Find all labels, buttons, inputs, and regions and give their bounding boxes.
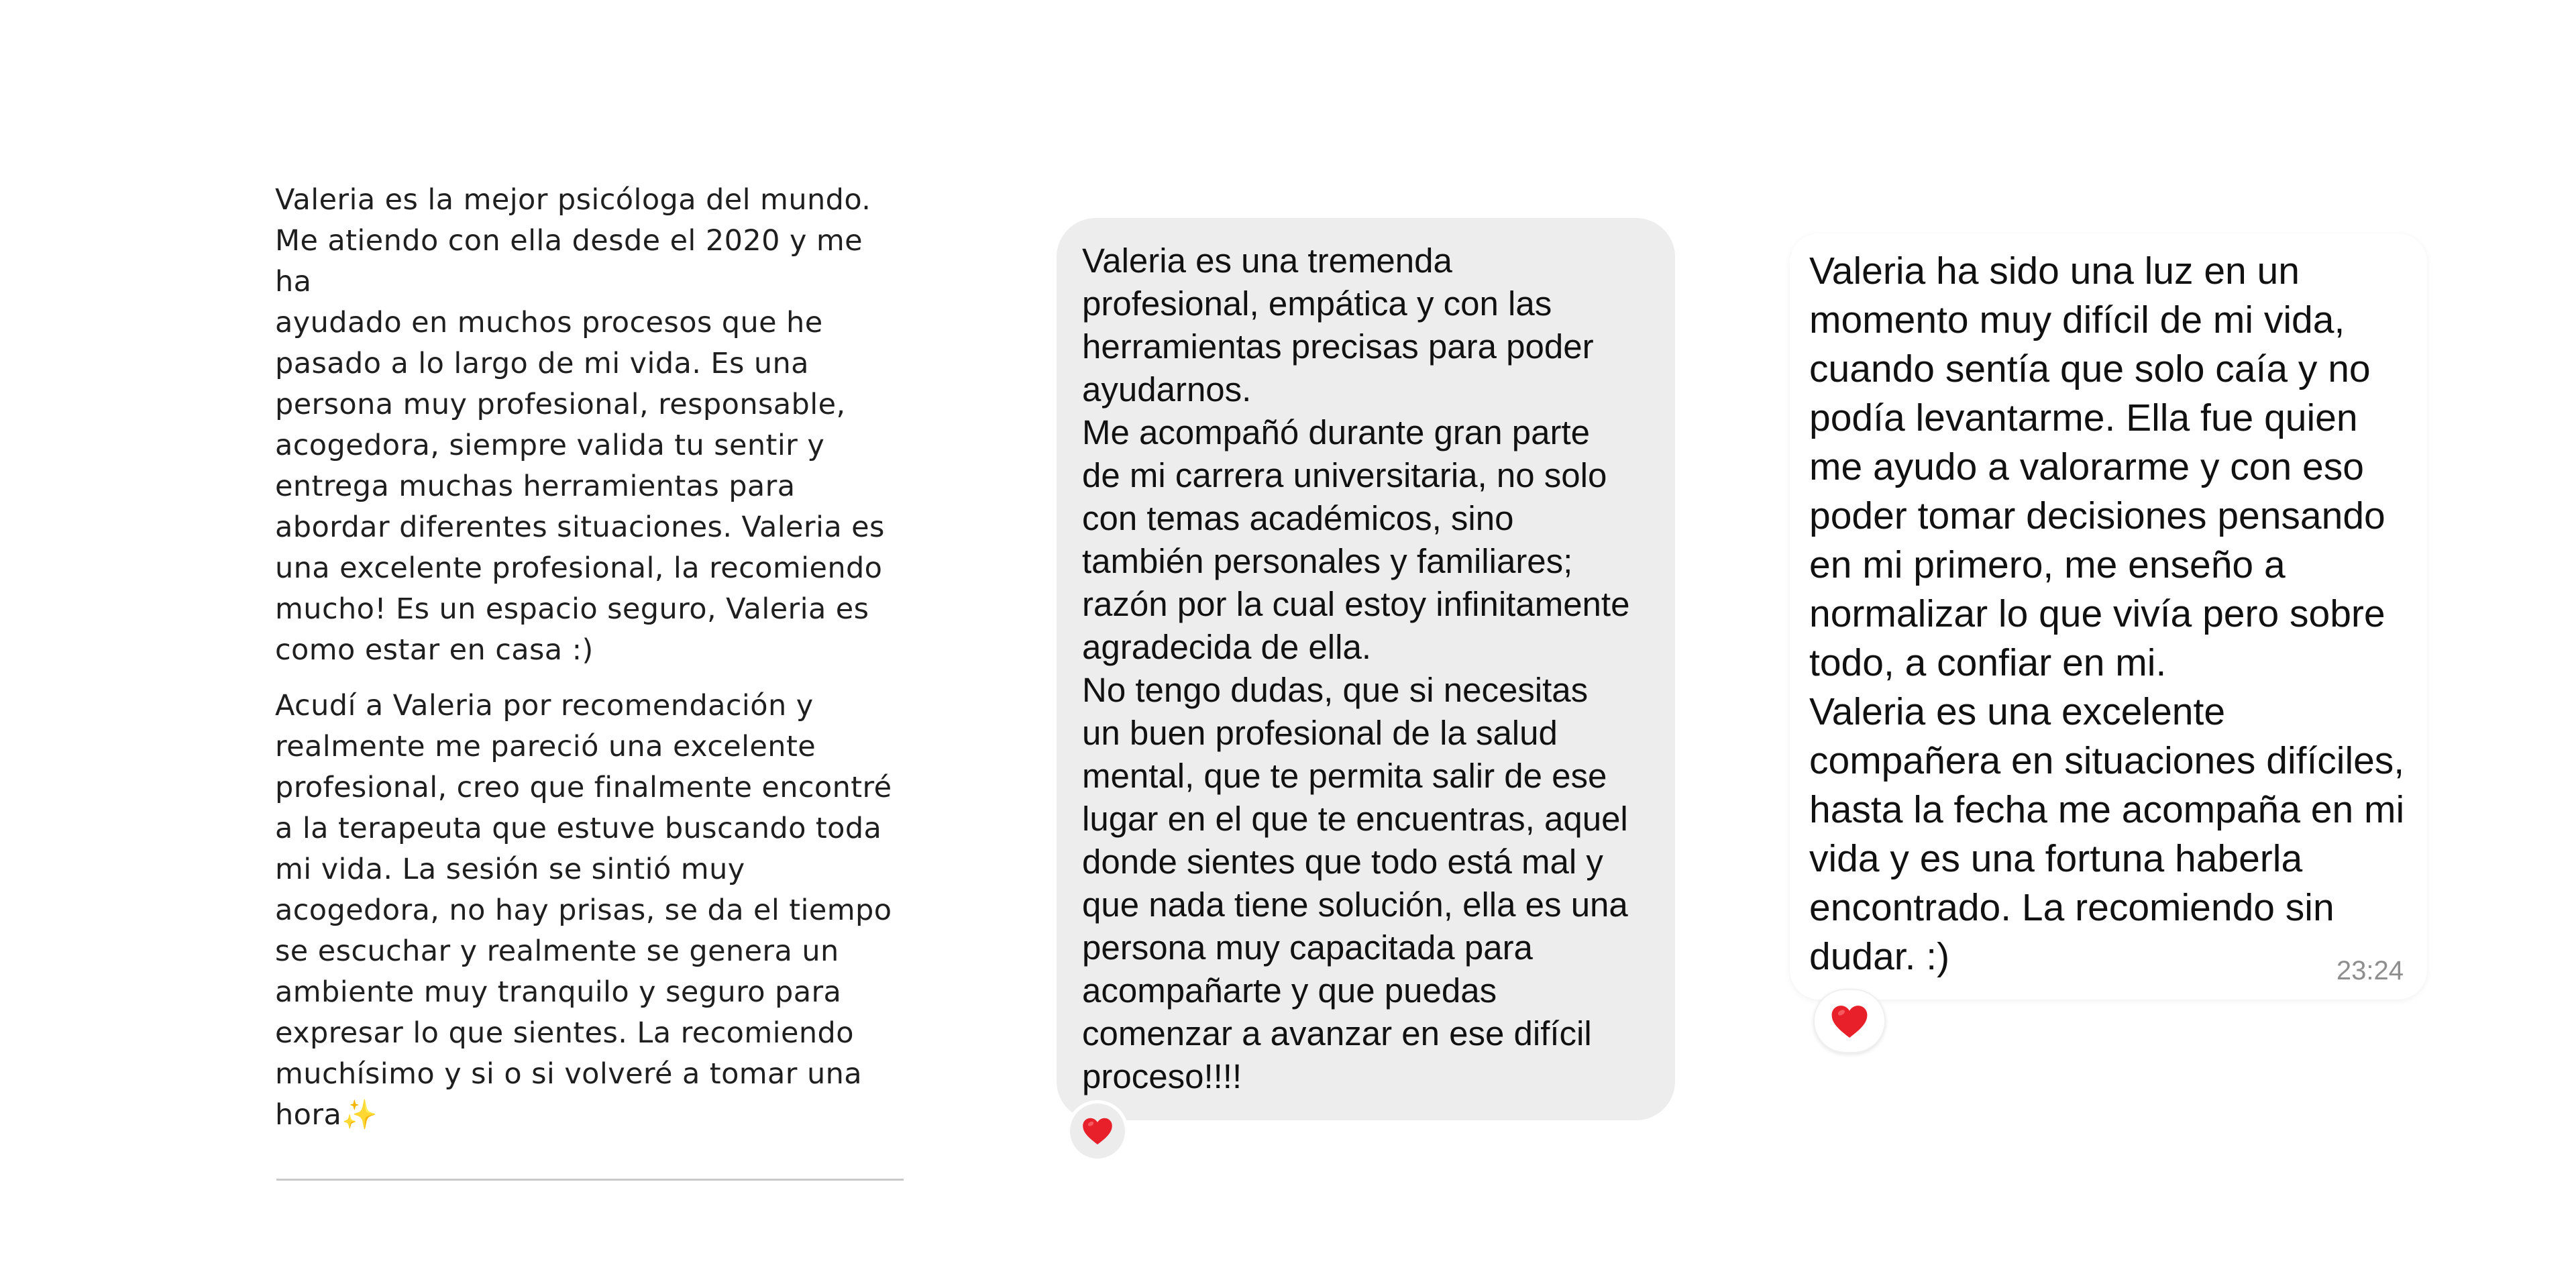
heart-icon — [1082, 1117, 1113, 1145]
review-divider — [276, 1179, 904, 1181]
reaction-badge-white[interactable] — [1813, 989, 1886, 1053]
chat-bubble-grey[interactable] — [1057, 218, 1675, 1120]
chat-message-text: Valeria es una tremenda profesional, empática y con las herramientas precisas para poder ayudarnos. Me acompañó durante gran parte de mi carrera universitaria, no solo con temas académicos, sino también personales y familiares; razón por la cual estoy infinitamente agradecida de ella. No tengo dudas, que si necesitas un buen profesional de la salud mental, que te permita salir de ese lugar en el que te encuentras, aquel donde sientes que todo está mal y que nada tiene solución, ella es una persona muy capacitada para acompañarte y que puedas comenzar a avanzar en ese difícil proceso!!!! — [1082, 241, 1630, 1095]
chat-bubble-white[interactable] — [1790, 233, 2427, 1000]
heart-icon — [1831, 1004, 1868, 1038]
chat-message-text: Valeria ha sido una luz en un momento muy difícil de mi vida, cuando sentía que solo caía y no podía levantarme. Ella fue quien me ayudo a valorarme y con eso poder tomar decisiones pensando en mi primero, me enseño a normalizar lo que vivía pero sobre todo, a confiar en mi. Valeria es una excelente compañera en situaciones difíciles, hasta la fecha me acompaña en mi vida y es una fortuna haberla encontrado. La recomiendo sin dudar. :) — [1809, 250, 2405, 978]
message-timestamp: 23:24 — [2336, 956, 2404, 985]
review-text-1: Valeria es la mejor psicóloga del mundo. Me atiendo con ella desde el 2020 y me ha ayudado en muchos procesos que he pasado a lo largo de mi vida. Es una persona muy profesional, responsable, acogedora, siempre valida tu sentir y entrega muchas herramientas para abordar diferentes situaciones. Valeria es una excelente profesional, la recomiendo mucho! Es un espacio seguro, Valeria es como estar en casa :) — [275, 183, 885, 667]
reaction-badge-grey[interactable] — [1067, 1100, 1128, 1162]
review-text-2: Acudí a Valeria por recomendación y realmente me pareció una excelente profesional, creo que finalmente encontré a la terapeuta que estuve buscando toda mi vida. La sesión se sintió muy acogedora, no hay prisas, se da el tiempo se escuchar y realmente se genera un ambiente muy tranquilo y seguro para expresar lo que sientes. La recomiendo muchísimo y si o si volveré a tomar una hora✨ — [275, 689, 892, 1132]
